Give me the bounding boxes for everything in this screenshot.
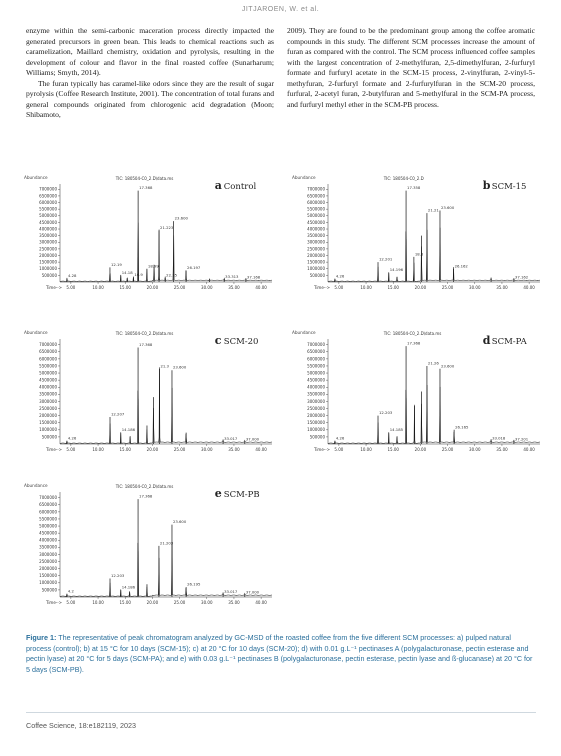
x-tick-label: 15.00 [119, 447, 131, 452]
x-tick-label: 5.00 [334, 285, 344, 290]
panel-title: SCM-15 [491, 182, 527, 192]
x-tick-label: 25.00 [441, 447, 454, 452]
x-axis-label: Time--> [46, 600, 63, 605]
y-tick-label: 4500000 [307, 377, 325, 383]
peak-label: 37.168 [246, 274, 261, 280]
peak-label: 33.018 [492, 435, 506, 441]
peak-label: 21.203 [159, 540, 174, 546]
page-footer: Coffee Science, 18:e182119, 2023 [26, 721, 137, 730]
peak-label: 4.26 [335, 435, 345, 441]
y-tick-label: 5000000 [307, 213, 325, 219]
paragraph: The furan typically has caramel-like odors since they are the result of sugar pyrolysis (Coffee Research Institute, 2001). The concentration of total furans and general compounds originated from chlorogenic acid degradation (Moon; Shibamoto, [26, 78, 274, 119]
x-tick-label: 35.00 [228, 285, 240, 290]
peak-label: 23.600 [174, 215, 188, 221]
y-tick-label: 3000000 [307, 398, 325, 404]
x-tick-label: 10.00 [360, 285, 372, 290]
x-tick-label: 5.00 [66, 600, 76, 605]
peak-label: 26.197 [187, 265, 201, 271]
panel-letter: d [482, 334, 491, 347]
y-tick-label: 7000000 [39, 495, 57, 501]
chromatogram-panel-a [22, 170, 284, 298]
peak-label: 14.18 [121, 269, 133, 275]
y-tick-label: 5500000 [39, 516, 57, 522]
y-tick-label: 7000000 [39, 186, 57, 192]
y-tick-label: 3500000 [39, 544, 57, 550]
y-axis-label: Abundance [292, 175, 316, 180]
y-tick-label: 6500000 [39, 193, 57, 199]
x-axis-label: Time--> [46, 447, 63, 452]
y-tick-label: 4000000 [39, 537, 57, 543]
x-tick-label: 15.00 [119, 285, 131, 290]
x-tick-label: 30.00 [201, 447, 213, 452]
peak-label: 26.165 [455, 424, 469, 430]
tic-label: TIC: 180504-C0_2.D\data.ms [115, 484, 174, 489]
x-tick-label: 35.00 [496, 447, 508, 452]
chromatogram-svg [290, 325, 552, 460]
y-axis-label: Abundance [24, 483, 48, 488]
chromatogram-panel-c [22, 325, 284, 460]
x-tick-label: 30.00 [469, 447, 481, 452]
peak-label: 18.8 [414, 251, 424, 257]
peak-label: 17.368 [139, 493, 153, 499]
y-tick-label: 4000000 [307, 226, 325, 232]
y-tick-label: 4500000 [39, 219, 57, 225]
peak-label: 21.3 [160, 363, 169, 369]
x-tick-label: 20.00 [146, 600, 159, 605]
peak-label: 37.000 [245, 589, 260, 595]
peak-label: 17.358 [407, 185, 421, 191]
y-tick-label: 6500000 [307, 349, 325, 355]
panel-title: Control [223, 182, 257, 192]
x-axis-label: Time--> [314, 447, 331, 452]
y-tick-label: 5500000 [39, 206, 57, 212]
y-tick-label: 2500000 [39, 405, 57, 411]
chromatogram-trace [328, 385, 540, 443]
x-axis-label: Time--> [46, 285, 63, 290]
x-tick-label: 35.00 [496, 285, 508, 290]
y-tick-label: 5000000 [307, 370, 325, 376]
panel-title: SCM-20 [223, 337, 259, 347]
peak-label: 23.600 [440, 204, 455, 210]
y-tick-label: 2000000 [39, 566, 57, 572]
peak-label: 37.000 [245, 436, 260, 442]
chromatogram-panel-b [290, 170, 552, 298]
y-tick-label: 1500000 [307, 259, 325, 265]
x-tick-label: 20.00 [414, 285, 427, 290]
peak-label: 12.203 [379, 410, 393, 416]
x-tick-label: 5.00 [334, 447, 344, 452]
y-tick-label: 6500000 [39, 502, 57, 508]
y-tick-label: 6000000 [307, 199, 325, 205]
chromatogram-svg [22, 478, 284, 613]
y-tick-label: 2500000 [307, 246, 325, 252]
peak-label: 4.2 [67, 588, 74, 594]
chromatogram-panel-e [22, 478, 284, 613]
y-tick-label: 500000 [41, 434, 57, 440]
y-axis-label: Abundance [292, 330, 316, 335]
y-tick-label: 1000000 [39, 427, 57, 433]
peak-label: 37.201 [514, 436, 529, 442]
y-tick-label: 7000000 [307, 186, 325, 192]
text-column-right [287, 26, 535, 110]
panel-letter: a [214, 179, 222, 192]
text-column-left [26, 26, 274, 121]
running-head: JITJAROEN, W. et al. [241, 6, 320, 13]
y-tick-label: 3000000 [307, 239, 325, 245]
peak-label: 17.368 [139, 185, 153, 191]
x-axis-label: Time--> [314, 285, 331, 290]
peak-label: 22.35 [166, 272, 178, 278]
x-tick-label: 10.00 [92, 447, 104, 452]
peak-label: 12.207 [111, 411, 125, 417]
panel-title: SCM-PA [491, 337, 527, 347]
panel-letter: c [214, 334, 222, 347]
y-tick-label: 6500000 [307, 193, 325, 199]
peak-label: 17.368 [139, 342, 153, 348]
x-tick-label: 5.00 [66, 447, 76, 452]
peak-label: 14.186 [121, 427, 136, 433]
peak-label: 33.017 [224, 435, 238, 441]
peak-label: 33.017 [224, 588, 238, 594]
tic-label: TIC: 180504-C0_2.D\data.ms [115, 331, 174, 336]
peak-label: 12.19 [110, 261, 122, 267]
chromatogram-trace [60, 542, 272, 596]
peak-label: 37.162 [514, 274, 529, 280]
y-axis-label: Abundance [24, 330, 48, 335]
chromatogram-svg [290, 170, 552, 298]
y-tick-label: 500000 [309, 434, 325, 440]
peak-label: 12.201 [379, 256, 393, 262]
y-tick-label: 4500000 [39, 377, 57, 383]
y-tick-label: 1500000 [39, 259, 57, 265]
peak-label: 23.600 [172, 519, 187, 525]
y-tick-label: 6000000 [39, 509, 57, 515]
peak-label: 18.99 [147, 263, 159, 269]
chromatogram-svg [22, 170, 284, 298]
x-tick-label: 30.00 [201, 600, 213, 605]
y-tick-label: 500000 [41, 272, 57, 278]
peak-label: 21.223 [160, 224, 174, 230]
peak-label: 23.600 [172, 364, 187, 370]
panel-letter: e [214, 487, 222, 500]
x-tick-label: 40.00 [523, 447, 535, 452]
peak-label: 14.196 [389, 267, 404, 273]
x-tick-label: 30.00 [201, 285, 213, 290]
y-tick-label: 2500000 [39, 558, 57, 564]
y-tick-label: 3000000 [39, 398, 57, 404]
y-tick-label: 5500000 [39, 363, 57, 369]
y-tick-label: 2500000 [307, 405, 325, 411]
x-tick-label: 15.00 [387, 447, 399, 452]
x-tick-label: 40.00 [255, 600, 267, 605]
footer-divider [26, 712, 536, 713]
peak-label: 26.162 [454, 263, 468, 269]
figure-label: Figure 1: [26, 633, 57, 642]
paragraph: 2009). They are found to be the predominant group among the coffee aromatic compounds in this study. The different SCM processes increase the amount of furan as compared with the control. The SCM process influenced coffee samples with the largest concentration of 2-methylfuran, 2,5-dimethylfuran, 2-furfuryl formate and furfuryl acetate in the SCM-15 process, 2-vinylfuran, 2-vinyl-5-methyfuran, 2-furfuryl formate and 2-furfurylfuran in the SCM-20 process, furfural, 2-acetyl furan, 2-butylfuran and 5-methylfural in the SCM-PA process, and furfuryl methyl ether in the SCM-PB process. [287, 26, 535, 109]
y-tick-label: 3500000 [307, 391, 325, 397]
peak-label: 12.203 [111, 573, 125, 579]
peak-label: 14.185 [389, 427, 404, 433]
y-tick-label: 3000000 [39, 551, 57, 557]
x-tick-label: 40.00 [255, 447, 267, 452]
y-tick-label: 6000000 [39, 356, 57, 362]
peak-label: 4.28 [67, 273, 77, 279]
peak-label: 17.368 [407, 340, 421, 346]
figure-caption-text: The representative of peak chromatogram analyzed by GC-MSD of the roasted coffee from the five different SCM processes: a) pulped natural process (control); b) at 15 °C for 10 days (SCM-15); c) at 20 °C for 10 days (SCM-20); d) with 0.01 g.L⁻¹ pectinases A (polygalacturonase, pectin esterase and pectin lyase) at 20 °C for 5 days (SCM-PA); and e) with 0.03 g.L⁻¹ pectinases B (polygalacturonase, pectin esterase, pectin lyase and ß-glucanase) at 20 °C for 5 days (SCM-PB). [26, 633, 533, 674]
y-tick-label: 7000000 [307, 342, 325, 348]
x-tick-label: 10.00 [92, 600, 104, 605]
y-tick-label: 3500000 [39, 391, 57, 397]
y-tick-label: 2000000 [307, 252, 325, 258]
y-tick-label: 4000000 [39, 226, 57, 232]
y-tick-label: 2000000 [39, 413, 57, 419]
y-tick-label: 3500000 [39, 233, 57, 239]
y-tick-label: 6500000 [39, 349, 57, 355]
y-tick-label: 7000000 [39, 342, 57, 348]
y-axis-label: Abundance [24, 175, 48, 180]
peak-label: 14.186 [121, 584, 136, 590]
peak-label: 4.26 [67, 435, 77, 441]
y-tick-label: 1500000 [39, 573, 57, 579]
y-tick-label: 5000000 [39, 370, 57, 376]
y-tick-label: 1500000 [307, 420, 325, 426]
y-tick-label: 6000000 [39, 199, 57, 205]
peak-label: 21.21 [427, 207, 439, 213]
figure-caption [26, 633, 536, 675]
y-tick-label: 5000000 [39, 523, 57, 529]
y-tick-label: 5500000 [307, 206, 325, 212]
y-tick-label: 1000000 [307, 427, 325, 433]
chromatogram-panel-d [290, 325, 552, 460]
y-tick-label: 500000 [41, 587, 57, 593]
x-tick-label: 25.00 [173, 447, 186, 452]
x-tick-label: 15.00 [387, 285, 399, 290]
x-tick-label: 20.00 [414, 447, 427, 452]
peak-label: 21.26 [427, 360, 439, 366]
x-tick-label: 10.00 [92, 285, 104, 290]
chromatogram-svg [22, 325, 284, 460]
paragraph: enzyme within the semi-carbonic maceration process directly impacted the generated precursors in green bean. This leads to chemical reactions such as caramelization, Maillard chemistry, oxidation and pyrolysis, resulting in the development of colour and flavor in the final roasted coffee (Sunarharum; Williams; Smyth, 2014). [26, 26, 274, 77]
x-tick-label: 40.00 [255, 285, 267, 290]
y-tick-label: 2500000 [39, 246, 57, 252]
x-tick-label: 20.00 [146, 285, 159, 290]
y-tick-label: 2000000 [307, 413, 325, 419]
y-tick-label: 3000000 [39, 239, 57, 245]
y-tick-label: 3500000 [307, 233, 325, 239]
y-tick-label: 4000000 [307, 384, 325, 390]
tic-label: TIC: 180504-C0_2.D\data.ms [115, 176, 174, 181]
y-tick-label: 4000000 [39, 384, 57, 390]
x-tick-label: 20.00 [146, 447, 159, 452]
peak-label: 33.313 [225, 273, 239, 279]
panel-title: SCM-PB [223, 490, 260, 500]
x-tick-label: 40.00 [523, 285, 535, 290]
y-tick-label: 1000000 [307, 266, 325, 272]
x-tick-label: 35.00 [228, 447, 240, 452]
x-tick-label: 10.00 [360, 447, 372, 452]
x-tick-label: 30.00 [469, 285, 481, 290]
y-tick-label: 1000000 [39, 266, 57, 272]
panel-letter: b [482, 179, 491, 192]
y-tick-label: 2000000 [39, 252, 57, 258]
x-tick-label: 25.00 [173, 600, 186, 605]
y-tick-label: 4500000 [307, 219, 325, 225]
peak-label: 26.195 [187, 581, 201, 587]
y-tick-label: 6000000 [307, 356, 325, 362]
peak-label: 23.600 [440, 363, 455, 369]
peak-label: 16.9 [134, 271, 143, 277]
tic-label: TIC: 180504-C0_2.D\data.ms [383, 331, 442, 336]
y-tick-label: 500000 [309, 272, 325, 278]
chromatogram-trace [328, 228, 540, 282]
x-tick-label: 5.00 [66, 285, 76, 290]
x-tick-label: 15.00 [119, 600, 131, 605]
x-tick-label: 25.00 [441, 285, 454, 290]
x-tick-label: 25.00 [173, 285, 186, 290]
y-tick-label: 1000000 [39, 580, 57, 586]
y-tick-label: 5000000 [39, 213, 57, 219]
peak-label: 4.26 [335, 273, 345, 279]
y-tick-label: 5500000 [307, 363, 325, 369]
x-tick-label: 35.00 [228, 600, 240, 605]
y-tick-label: 4500000 [39, 530, 57, 536]
tic-label: TIC: 180504-C0_2.D [383, 176, 424, 181]
y-tick-label: 1500000 [39, 420, 57, 426]
